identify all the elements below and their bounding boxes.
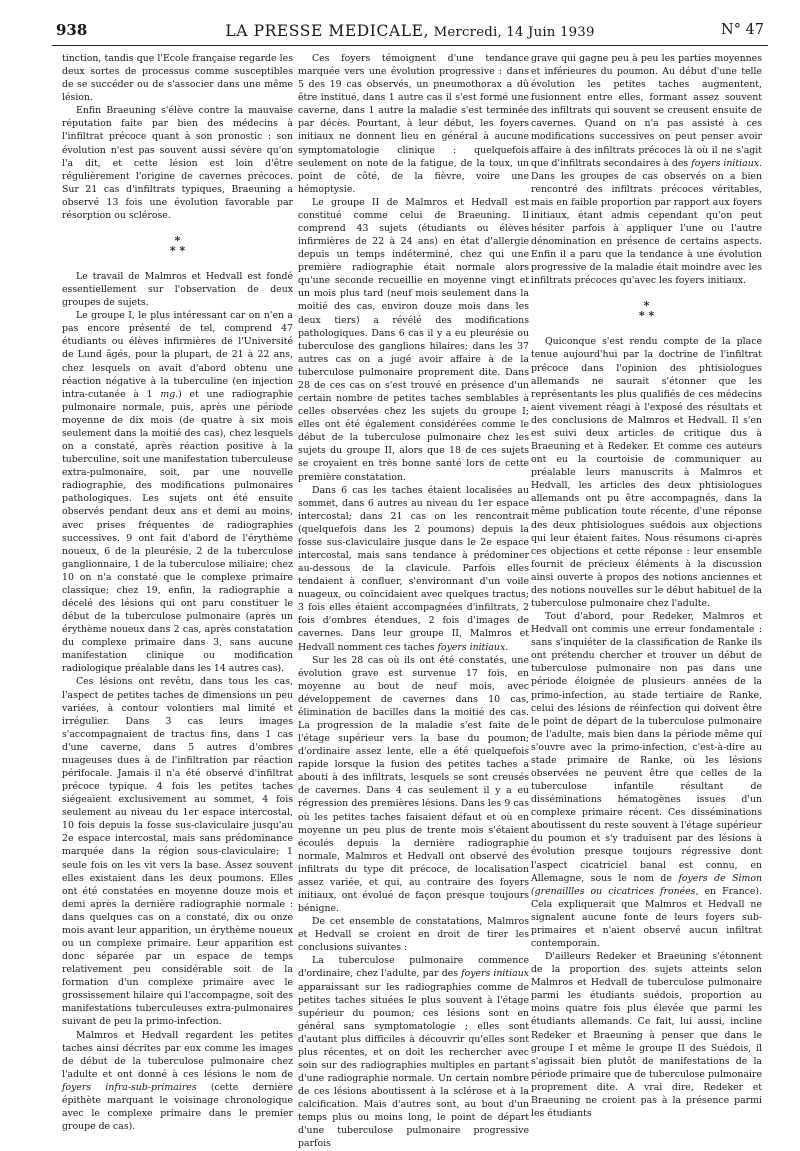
paragraph: tinction, tandis que l'Ecole française regarde les deux sortes de processus comme susceptibles de se succéder ou de s'associer dans une même lésion.: [62, 53, 293, 104]
page-header: [52, 21, 768, 46]
text-column-right: [531, 52, 763, 1120]
section-separator: * * *: [638, 299, 655, 323]
issue-number: N° 47: [721, 22, 764, 38]
paragraph: Tout d'abord, pour Redeker, Malmros et Hedvall ont commis une erreur fondamentale : sans s'inquiéter de la classification de Ranke ils ont prétendu chercher et trouver un début de tuberculose pulmonaire non pas dans une période éloignée de plusieurs années de la primo-infection, au stade tertiaire de Ranke, celui des lésions de réinfection qui doivent être le point de départ de la tuberculose pulmonaire de l'adulte, mais bien dans la période même qui s'ouvre avec la primo-infection, c'est-à-dire au stade primaire de Ranke, où les lésions observées ne peuvent être que celles de la tuberculose infantile résultant de disséminations hématogènes issues d'un complexe primaire récent. Ces disséminations aboutissent du reste souvent à l'étage supérieur du poumon et s'y traduisent par des lésions à évolution presque toujours régressive dont l'aspect cicatriciel banal est connu, en Allemagne, sous le nom de foyers de Simon (grenaillles ou cicatrices fronées, en France). Cela expliquerait que Malmros et Hedvall ne signalent aucune fonte de leurs foyers sub-primaires et n'aient observé aucun infiltrat contemporain.: [531, 611, 763, 949]
paragraph: Malmros et Hedvall regardent les petites taches ainsi décrites par eux comme les images de début de la tuberculose pulmonaire chez l'adulte et ont donné à ces lésions le nom de foyers infra-sub-primaires (cette dernière épithète marquant le voisinage chronologique avec le complexe primaire dans le premier groupe de cas).: [62, 1029, 293, 1133]
paragraph: Ces lésions ont revêtu, dans tous les cas, l'aspect de petites taches de dimensions un peu variées, à contour volontiers mal limité et irrégulier. Dans 3 cas leurs images s'accompagnaient de tractus fins, dans 1 cas d'une caverne, dans 5 autres d'ombres nuageuses dues à de l'infiltration par réaction périfocale. Jamais il n'a été observé d'infiltrat précoce typique. 4 fois les petites taches siégeaient exclusivement au sommet, 4 fois seulement au niveau du 1er espace intercostal, 10 fois depuis la fosse sus-claviculaire jusqu'au 2e espace intercostal, mais sans prédominance marquée dans la région sous-claviculaire; 1 seule fois on les vit vers la base. Assez souvent elles existaient dans les deux poumons. Elles ont été constatées en moyenne douze mois et demi après la dernière radiographie normale : dans quelques cas on a constaté, dix ou onze mois avant leur apparition, un érythème noueux ou un complexe primaire. Leur apparition est donc séparée par un espace de temps relativement peu considérable soit de la formation d'un complexe primaire avec le grossissement hilaire qui l'accompagne, soit des manifestations tuberculeuses extra-pulmonaires suivant de peu la primo-infection.: [62, 676, 293, 1028]
paragraph: grave qui gagne peu à peu les parties moyennes et inférieures du poumon. Au début d'une telle évolution les petites taches augmentent, fusionnent entre elles, formant assez souvent des infiltrats qui souvent se creusent ensuite de cavernes. Quand on n'a pas assisté à ces modifications successives on peut penser avoir affaire à des infiltrats précoces là où il ne s'agit que d'infiltrats secondaires à des foyers initiaux. Dans les groupes de cas observés on a bien rencontré des infiltrats précoces véritables, mais en faible proportion par rapport aux foyers initiaux, étant admis cependant qu'on peut hésiter parfois à appliquer l'une ou l'autre dénomination en présence de certains aspects. Enfin il a paru que la tendance à une évolution progressive de la maladie était moindre avec les infiltrats précoces qu'avec les foyers initiaux.: [531, 53, 762, 287]
paragraph: Le groupe I, le plus intéressant car on n'en a pas encore présenté de tel, comprend 47 étudiants ou élèves infirmières de l'Université de Lund âgés, pour la plupart, de 21 à 22 ans, chez lesquels on avait d'abord obtenu une réaction négative à la tuberculine (en injection intra-cutanée à 1 mg.) et une radiographie pulmonaire normale, puis, après une période moyenne de dix mois (de quatre à six mois seulement dans la moitié des cas), chez lesquels on a constaté, après réaction positive à la tuberculine, soit une manifestation tuberculeuse extra-pulmonaire, soit, par une nouvelle radiographie, des modifications pulmonaires pathologiques. Les sujets ont été ensuite observés pendant deux ans et demi au moins, avec prises fréquentes de radiographies successives. 9 ont fait d'abord de l'érythème noueux, 6 de la pleurésie, 2 de la tuberculose ganglionnaire, 1 de la tuberculose miliaire; chez 10 on n'a constaté que le complexe primaire classique; chez 19, enfin, la radiographie a décelé des lésions qui ont paru constituer le début de la tuberculose pulmonaire (après un érythème noueux dans 2 cas, après constatation du complexe primaire dans 3, sans aucune manifestation clinique ou modification radiologique préalable dans les 14 autres cas).: [62, 310, 293, 675]
journal-name: LA PRESSE MEDICALE,: [225, 22, 430, 40]
paragraph: La tuberculose pulmonaire commence d'ordinaire, chez l'adulte, par des foyers initiaux apparaissant sur les radiographies comme de petites taches situées le plus souvent à l'étage supérieur du poumon; ces lésions sont en général sans symptomatologie ; elles sont d'autant plus difficiles à découvrir qu'elles sont plus récentes, et on doit les rechercher avec soin sur des radiographies multiples en partant d'une radiographie normale. Un certain nombre de ces lésions aboutissent à la sclérose et à la calcification. Mais d'autres sont, au bout d'un temps plus ou moins long, le point de départ d'une tuberculose pulmonaire progressive parfois: [298, 955, 529, 1150]
paragraph: Quiconque s'est rendu compte de la place tenue aujourd'hui par la doctrine de l'infiltrat précoce dans l'opinion des phtisiologues allemands ne saurait s'étonner que les représentants les plus qualifiés de ces médecins aient vivement réagi à l'exposé des résultats et des conclusions de Malmros et Hedvall. Il s'en est suivi deux articles de critique dus à Braeuning et à Redeker. Et comme ces auteurs ont eu la courtoisie de communiquer au préalable leurs manuscrits à Malmros et Hedvall, les articles des deux phtisiologues allemands ont pu être accompagnés, dans la même publication toute récente, d'une réponse des deux phtisiologues suédois aux objections qui leur étaient faites. Nous résumons ci-après ces objections et cette réponse : leur ensemble fournit de précieux éléments à la discussion ainsi ouverte à propos des notions anciennes et des notions nouvelles sur le début habituel de la tuberculose pulmonaire chez l'adulte.: [531, 336, 762, 609]
text-column-left: [62, 52, 293, 1133]
paragraph: D'ailleurs Redeker et Braeuning s'étonnent de la proportion des sujets atteints selon Malmros et Hedvall de tuberculose pulmonaire parmi les étudiants suédois, proportion au moins quatre fois plus élevée que parmi les étudiants allemands. Ce fait, lui aussi, incline Redeker et Braeuning à penser que dans le groupe I et même le groupe II des Suédois, il s'agissait bien plutôt de manifestations de la période primaire que de tuberculose pulmonaire proprement dite. A vrai dire, Redeker et Braeuning ne croient pas à la présence parmi les étudiants: [531, 951, 762, 1120]
issue-date: Mercredi, 14 Juin 1939: [433, 25, 595, 40]
paragraph: Dans 6 cas les taches étaient localisées au sommet, dans 6 autres au niveau du 1er espace intercostal; dans 21 cas on les rencontrait (quelquefois dans les 2 poumons) depuis la fosse sus-claviculaire jusque dans le 2e espace intercostal, mais sans tendance à prédominer au-dessous de la clavicule. Parfois elles tendaient à confluer, s'environnant d'un voile nuageux, ou coïncidaient avec quelques tractus; 3 fois elles étaient accompagnées d'infiltrats, 2 fois d'ombres étendues, 2 fois d'images de cavernes. Dans leur groupe II, Malmros et Hedvall nomment ces taches foyers initiaux.: [298, 484, 529, 653]
paragraph: Sur les 28 cas où ils ont été constatés, une évolution grave est survenue 17 fois, en moyenne au bout de neuf mois, avec développement de cavernes dans 10 cas, élimination de bacilles dans la moitié des cas. La progression de la maladie s'est faite de l'étage supérieur vers la base du poumon; d'ordinaire assez lente, elle a été quelquefois rapide lorsque la fusion des petites taches a abouti à des infiltrats, lesquels se sont creusés de cavernes. Dans 4 cas seulement il y a eu régression des premières lésions. Dans les 9 cas où les petites taches faisaient défaut et où en moyenne un peu plus de trente mois s'étaient écoulés depuis la dernière radiographie normale, Malmros et Hedvall ont observé des infiltrats du type dit précoce, de localisation assez variée, et qui, au contraire des foyers initiaux, ont évolué de façon presque toujours bénigne.: [298, 654, 529, 915]
section-separator: * * *: [169, 234, 186, 258]
paragraph: De cet ensemble de constatations, Malmros et Hedvall se croient en droit de tirer les conclusions suivantes :: [298, 916, 529, 954]
paragraph: Le travail de Malmros et Hedvall est fondé essentiellement sur l'observation de deux groupes de sujets.: [62, 271, 293, 309]
paragraph: Ces foyers témoignent d'une tendance marquée vers une évolution progressive : dans 5 des 19 cas observés, un pneumothorax a dû être institué, dans 1 autre cas il s'est formé une caverne, dans 1 autre la maladie s'est terminée par décès. Pourtant, à leur début, les foyers initiaux ne donnent lieu en général à aucune symptomatologie clinique : quelquefois seulement on note de la fatigue, de la toux, un point de côté, de la fièvre, voire une hémoptysie.: [298, 53, 529, 195]
running-title: [52, 22, 768, 40]
page-number: 938: [56, 21, 88, 39]
paragraph: Le groupe II de Malmros et Hedvall est constitué comme celui de Braeuning. Il comprend 43 sujets (étudiants ou élèves infirmières de 22 à 24 ans) en état d'allergie depuis un temps indéterminé, chez qui une première radiographie était normale alors qu'une seconde recueillie en moyenne vingt et un mois plus tard (neuf mois seulement dans la moitié des cas, environ douze mois dans les deux tiers) a révélé des modifications pathologiques. Dans 6 cas il y a eu pleurésie ou tuberculose des ganglions hilaires; dans les 37 autres cas on a jugé avoir affaire à de la tuberculose pulmonaire proprement dite. Dans 28 de ces cas on s'est trouvé en présence d'un certain nombre de petites taches semblables à celles observées chez les sujets du groupe I; elles ont été également considérées comme le début de la tuberculose pulmonaire chez les sujets du groupe II, alors que 18 de ces sujets se croyaient en très bonne santé lors de cette première constatation.: [298, 196, 529, 483]
text-column-middle: [298, 52, 529, 1150]
paragraph: Enfin Braeuning s'élève contre la mauvaise réputation faite par bien des médecins à l'infiltrat précoce quant à son pronostic : son évolution n'est pas souvent aussi sévère qu'on l'a dit, et cette lésion est loin d'être régulièrement l'origine de cavernes précoces. Sur 21 cas d'infiltrats typiques, Braeuning a observé 13 fois une évolution favorable par résorption ou sclérose.: [62, 105, 293, 221]
